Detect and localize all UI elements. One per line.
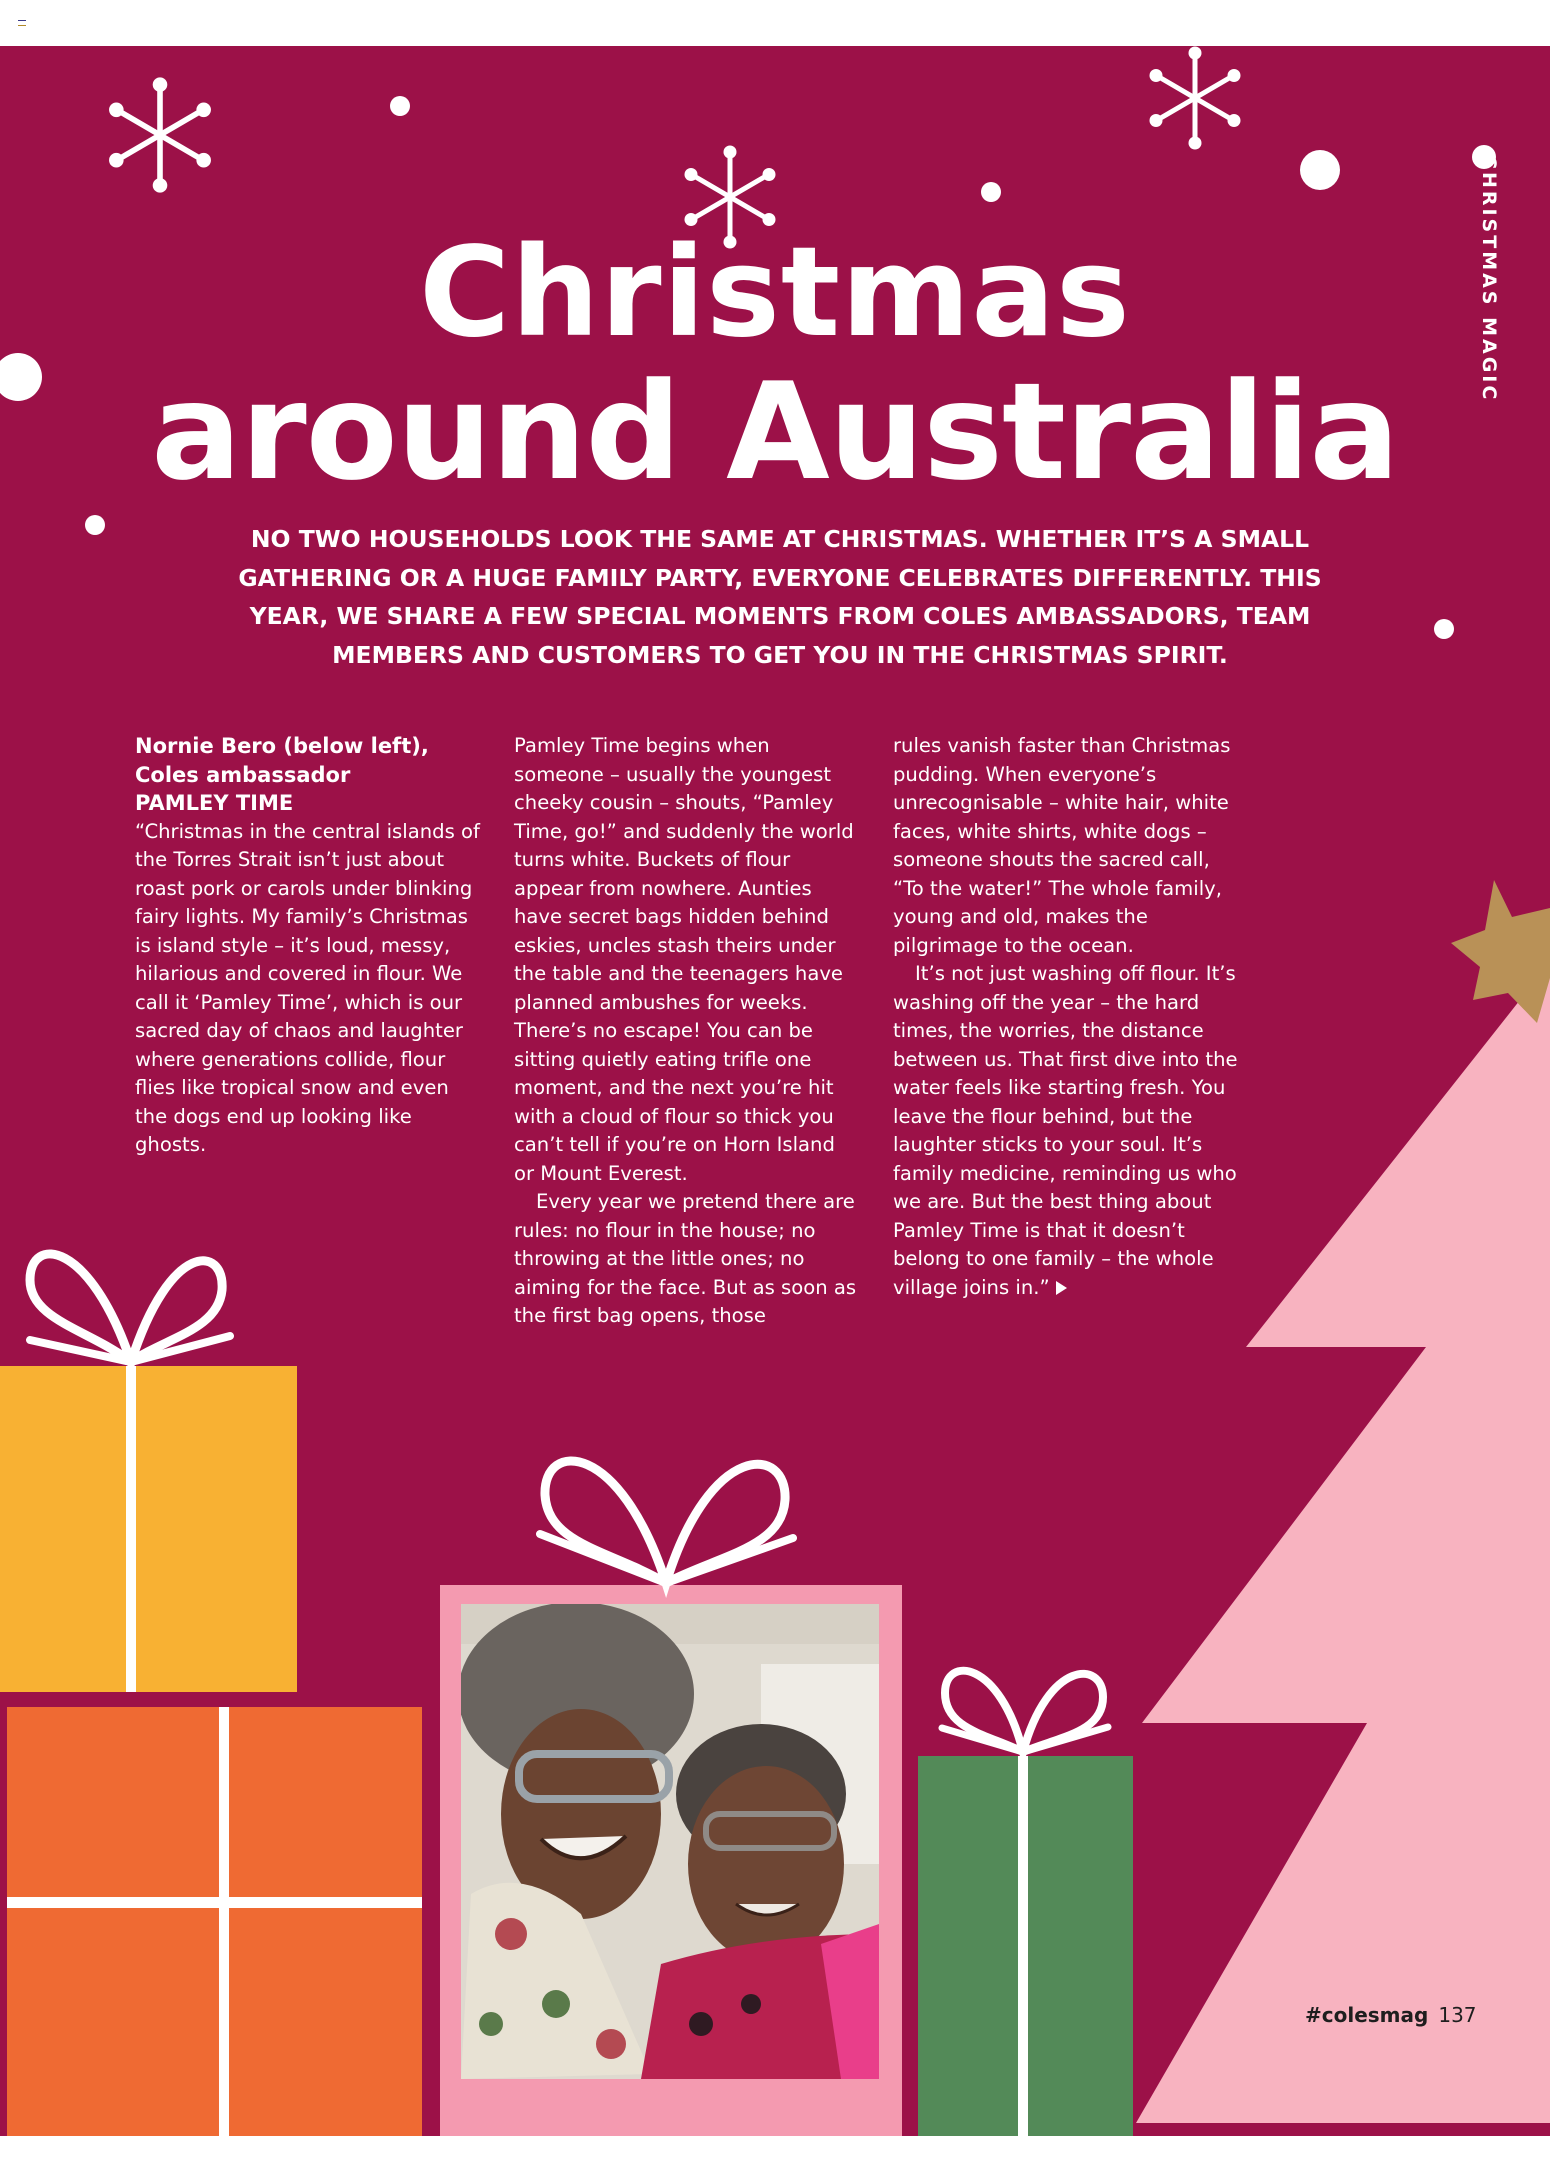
byline-name: Nornie Bero (below left),: [135, 734, 429, 758]
article-column-1: [135, 732, 480, 1160]
gift-icon: [7, 1707, 422, 2136]
article-paragraph: Pamley Time begins when someone – usually the youngest cheeky cousin – shouts, “Pamley Time, go!” and suddenly the world turns white. Buckets of flour appear from nowhere. Aunties have secret bags hidden behind eskies, uncles stash theirs under the table and the teenagers have planned ambushes for weeks. There’s no escape! You can be sitting quietly eating trifle one moment, and the next you’re hit with a cloud of flour so thick you can’t tell if you’re on Horn Island or Mount Everest.: [514, 734, 854, 1185]
photo-nornie-bero-and-elder: [461, 1604, 879, 2079]
page-title-line-1: Christmas: [419, 221, 1131, 365]
gift-icon: [918, 1671, 1133, 2136]
article-paragraph: It’s not just washing off flour. It’s washing off the year – the hard times, the worries, the distance between us. That first dive into the water feels like starting fresh. You leave the flour behind, but the laughter sticks to your soul. It’s family medicine, reminding us who we are. But the best thing about Pamley Time is that it doesn’t belong to one family – the whole village joins in.”: [893, 962, 1238, 1299]
hashtag: #colesmag: [1305, 2003, 1429, 2027]
article-paragraph: Every year we pretend there are rules: no flour in the house; no throwing at the little ones; no aiming for the face. But as soon as the first bag opens, those: [514, 1190, 857, 1327]
star-icon: [1451, 880, 1550, 1023]
article-column-3: [893, 732, 1243, 1302]
gift-bow-icon: [545, 1461, 785, 1583]
bottom-margin: [0, 2136, 1550, 2184]
article-paragraph: “Christmas in the central islands of the Torres Strait isn’t just about roast pork or carols under blinking fairy lights. My family’s Christmas is island style – it’s loud, messy, hilarious and covered in flour. We call it ‘Pamley Time’, which is our sacred day of chaos and laughter where generations collide, flour flies like tropical snow and even the dogs end up looking like ghosts.: [135, 819, 480, 1156]
snowflake-icon: [109, 77, 211, 192]
byline-role: Coles ambassador: [135, 762, 351, 787]
gift-icon: [0, 1254, 297, 1692]
page-number: 137: [1438, 2003, 1477, 2027]
section-label: CHRISTMAS MAGIC: [1478, 155, 1500, 403]
article-paragraph-end: [893, 960, 1243, 1302]
article-subheading: PAMLEY TIME: [135, 791, 294, 815]
article-column-2: [514, 732, 859, 1331]
page-title-line-2: around Australia: [151, 354, 1399, 510]
intro-text: NO TWO HOUSEHOLDS LOOK THE SAME AT CHRISTMAS. WHETHER IT’S A SMALL GATHERING OR A HUGE FAMILY PARTY, EVERYONE CELEBRATES DIFFERENTLY. THIS YEAR, WE SHARE A FEW SPECIAL MOMENTS FROM COLES AMBASSADORS, TEAM MEMBERS AND CUSTOMERS TO GET YOU IN THE CHRISTMAS SPIRIT.: [238, 525, 1322, 669]
play-arrow-icon: [1056, 1281, 1067, 1295]
byline: [135, 732, 480, 789]
page-footer: [1305, 2003, 1477, 2027]
article-paragraph: rules vanish faster than Christmas pudding. When everyone’s unrecognisable – white hair, white faces, white shirts, white dogs – someone shouts the sacred call, “To the water!” The whole family, young and old, makes the pilgrimage to the ocean.: [893, 734, 1231, 957]
snowflake-icon: [1150, 47, 1241, 150]
